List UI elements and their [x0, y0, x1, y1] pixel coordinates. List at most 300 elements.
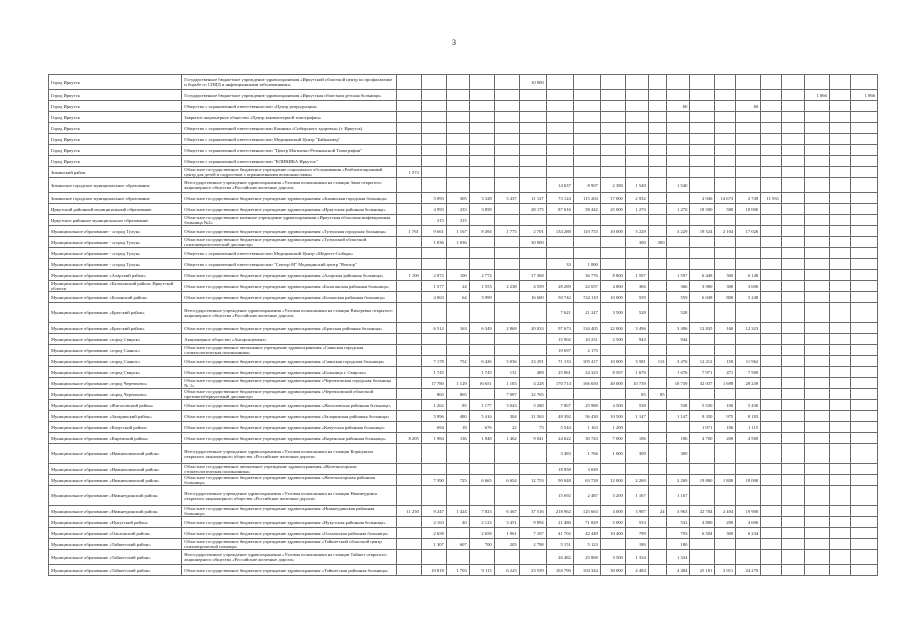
value-cell — [421, 178, 446, 193]
value-cell — [804, 281, 829, 292]
value-cell — [446, 464, 469, 475]
municipality-cell: Город Иркутск — [49, 145, 182, 156]
value-cell — [829, 539, 850, 550]
value-cell: 10 000 — [600, 356, 625, 367]
value-cell — [715, 75, 736, 90]
value-cell: 6 426 — [469, 356, 494, 367]
value-cell — [494, 303, 519, 323]
value-cell — [421, 156, 446, 167]
value-cell: 60 — [667, 101, 690, 112]
municipality-cell: Муниципальное образование - «город Тулун» — [49, 237, 182, 248]
value-cell — [667, 112, 690, 123]
value-cell: 100 — [715, 400, 736, 411]
value-cell — [519, 134, 546, 145]
value-cell — [804, 156, 829, 167]
value-cell — [829, 400, 850, 411]
value-cell — [829, 75, 850, 90]
value-cell — [829, 486, 850, 506]
value-cell — [648, 145, 667, 156]
value-cell: 90 048 — [546, 475, 573, 486]
value-cell — [396, 90, 421, 101]
value-cell — [648, 345, 667, 356]
value-cell — [446, 259, 469, 270]
value-cell — [761, 237, 782, 248]
value-cell: 1 676 — [667, 367, 690, 378]
value-cell: 5 416 — [469, 411, 494, 422]
value-cell: 304 — [494, 411, 519, 422]
value-cell — [715, 389, 736, 400]
value-cell: 7 867 — [546, 400, 573, 411]
institution-cell: Общество с ограниченной ответственностью «Центр репродукции» — [182, 101, 397, 112]
value-cell — [829, 464, 850, 475]
value-cell — [396, 248, 421, 259]
value-cell — [761, 259, 782, 270]
value-cell — [469, 259, 494, 270]
value-cell: 9 041 — [519, 433, 546, 444]
value-cell: 366 — [625, 281, 648, 292]
value-cell — [494, 345, 519, 356]
value-cell — [761, 112, 782, 123]
value-cell: 3 987 — [625, 506, 648, 517]
value-cell: 538 — [667, 400, 690, 411]
value-cell — [446, 486, 469, 506]
value-cell: 63 728 — [573, 475, 600, 486]
value-cell — [573, 134, 600, 145]
institution-cell: Областное государственное бюджетное учреждение здравоохранения «Нукутская районная больница» — [182, 517, 397, 528]
value-cell: 3 451 — [494, 517, 519, 528]
value-cell — [690, 539, 715, 550]
value-cell — [850, 259, 877, 270]
value-cell — [690, 134, 715, 145]
municipality-cell: Муниципальное образование «Качугский район» — [49, 422, 182, 433]
value-cell — [573, 123, 600, 134]
value-cell — [573, 248, 600, 259]
value-cell: 18 858 — [546, 464, 573, 475]
value-cell — [573, 389, 600, 400]
value-cell — [625, 112, 648, 123]
value-cell — [625, 345, 648, 356]
value-cell: 1 597 — [625, 270, 648, 281]
value-cell — [446, 123, 469, 134]
table-row — [49, 345, 878, 356]
value-cell: 480 — [446, 411, 469, 422]
value-cell — [736, 486, 761, 506]
institution-cell: Областное государственное бюджетное учреждение здравоохранения «Черемховский областной противотуберкулезный диспансер» — [182, 389, 397, 400]
value-cell — [519, 178, 546, 193]
value-cell: 22 — [494, 422, 519, 433]
table-row — [49, 517, 878, 528]
value-cell — [519, 550, 546, 565]
value-cell — [804, 475, 829, 486]
value-cell — [396, 292, 421, 303]
value-cell: 366 — [667, 281, 690, 292]
value-cell — [648, 367, 667, 378]
value-cell — [494, 134, 519, 145]
value-cell — [804, 506, 829, 517]
municipality-cell: Муниципальное образование «Заларинский район» — [49, 411, 182, 422]
value-cell — [829, 367, 850, 378]
value-cell — [519, 444, 546, 464]
value-cell: 6 367 — [494, 506, 519, 517]
value-cell — [829, 356, 850, 367]
value-cell: 20 033 — [519, 323, 546, 334]
value-cell: 21 247 — [573, 303, 600, 323]
value-cell: 944 — [625, 334, 648, 345]
value-cell: 14 637 — [546, 178, 573, 193]
value-cell: 58 442 — [573, 204, 600, 215]
value-cell: 1 540 — [625, 178, 648, 193]
value-cell: 3 600 — [736, 281, 761, 292]
institution-cell: Общество с ограниченной ответственностью "Центр Магнитно-Резонансной Томографии" — [182, 145, 397, 156]
value-cell: 1 334 — [667, 550, 690, 565]
value-cell — [850, 193, 877, 204]
value-cell — [625, 145, 648, 156]
value-cell: 33 — [546, 259, 573, 270]
value-cell: 4 000 — [600, 506, 625, 517]
value-cell: 21 480 — [546, 517, 573, 528]
value-cell — [446, 134, 469, 145]
value-cell — [648, 101, 667, 112]
value-cell: 1 848 — [469, 433, 494, 444]
institution-cell: Областное государственное бюджетное учреждение здравоохранения «Жигаловская районная больница» — [182, 400, 397, 411]
value-cell — [421, 486, 446, 506]
value-cell: 7 087 — [494, 389, 519, 400]
value-cell — [715, 178, 736, 193]
value-cell: 170 714 — [546, 378, 573, 389]
value-cell: 309 — [667, 444, 690, 464]
value-cell — [850, 323, 877, 334]
value-cell: 2 658 — [469, 528, 494, 539]
value-cell — [494, 145, 519, 156]
value-cell — [850, 367, 877, 378]
value-cell: 8 183 — [736, 411, 761, 422]
value-cell — [625, 422, 648, 433]
value-cell: 2 772 — [469, 270, 494, 281]
value-cell: 1 577 — [421, 281, 446, 292]
value-cell — [396, 237, 421, 248]
value-cell — [546, 215, 573, 226]
value-cell — [690, 123, 715, 134]
value-cell: 5 896 — [421, 411, 446, 422]
value-cell: 56 430 — [573, 411, 600, 422]
value-cell: 25 000 — [600, 204, 625, 215]
value-cell — [469, 215, 494, 226]
municipality-cell: Муниципальное образование «Нижнеилимский район» — [49, 464, 182, 475]
value-cell: 4 559 — [519, 281, 546, 292]
value-cell — [829, 167, 850, 178]
value-cell — [804, 134, 829, 145]
value-cell — [850, 167, 877, 178]
value-cell — [546, 90, 573, 101]
value-cell — [494, 75, 519, 90]
value-cell — [804, 123, 829, 134]
value-cell — [761, 356, 782, 367]
value-cell — [648, 550, 667, 565]
value-cell — [600, 215, 625, 226]
value-cell — [761, 378, 782, 389]
value-cell — [782, 486, 805, 506]
institution-cell: Областное государственное бюджетное учреждение здравоохранения «Аларская районная больница» — [182, 270, 397, 281]
value-cell: 5 437 — [494, 193, 519, 204]
value-cell: 60 — [736, 101, 761, 112]
value-cell — [850, 270, 877, 281]
institution-cell: Областное государственное бюджетное учреждение здравоохранения «Тайшетский областной центр психиатрической помощи» — [182, 539, 397, 550]
value-cell — [804, 356, 829, 367]
value-cell — [446, 334, 469, 345]
value-cell: 131 — [494, 367, 519, 378]
value-cell — [804, 345, 829, 356]
value-cell — [396, 204, 421, 215]
institution-cell: Областное государственное казенное учреждение здравоохранения «Иркутская областная инфекционная больница №2» — [182, 215, 397, 226]
value-cell: 8 507 — [600, 367, 625, 378]
value-cell — [850, 433, 877, 444]
value-cell: 2 869 — [494, 323, 519, 334]
value-cell — [469, 486, 494, 506]
value-cell — [715, 156, 736, 167]
value-cell — [446, 156, 469, 167]
municipality-cell: Муниципальное образование «Аларский район» — [49, 270, 182, 281]
value-cell: 2 932 — [625, 193, 648, 204]
value-cell: 71 829 — [573, 517, 600, 528]
value-cell — [736, 90, 761, 101]
value-cell: 26 482 — [546, 550, 573, 565]
value-cell — [850, 565, 877, 576]
municipality-cell: Муниципальное образование «Ольхонский район» — [49, 528, 182, 539]
value-cell — [600, 123, 625, 134]
value-cell — [648, 259, 667, 270]
value-cell — [804, 270, 829, 281]
value-cell — [690, 389, 715, 400]
value-cell — [600, 539, 625, 550]
value-cell — [829, 281, 850, 292]
value-cell — [396, 112, 421, 123]
value-cell: 300 — [715, 281, 736, 292]
municipality-cell: Город Иркутск — [49, 90, 182, 101]
value-cell: 180 — [667, 539, 690, 550]
value-cell — [761, 145, 782, 156]
value-cell — [519, 303, 546, 323]
municipality-cell: Муниципальное образование «Тайшетский район» — [49, 539, 182, 550]
value-cell: 30 000 — [600, 565, 625, 576]
value-cell — [782, 167, 805, 178]
value-cell — [396, 528, 421, 539]
value-cell — [648, 433, 667, 444]
value-cell — [761, 464, 782, 475]
value-cell — [648, 422, 667, 433]
value-cell — [804, 378, 829, 389]
value-cell — [519, 345, 546, 356]
value-cell — [850, 75, 877, 90]
value-cell: 1 761 — [396, 226, 421, 237]
value-cell — [546, 237, 573, 248]
value-cell — [782, 292, 805, 303]
value-cell — [625, 156, 648, 167]
value-cell: 700 — [469, 539, 494, 550]
value-cell — [690, 237, 715, 248]
value-cell — [600, 345, 625, 356]
value-cell — [804, 486, 829, 506]
value-cell — [782, 101, 805, 112]
value-cell — [648, 411, 667, 422]
value-cell — [761, 123, 782, 134]
value-cell: 528 — [667, 303, 690, 323]
value-cell — [761, 292, 782, 303]
value-cell: 71 133 — [546, 356, 573, 367]
value-cell: 3 496 — [667, 323, 690, 334]
value-cell — [648, 281, 667, 292]
value-cell — [761, 303, 782, 323]
value-cell — [396, 145, 421, 156]
value-cell: 23 291 — [519, 356, 546, 367]
value-cell: 5 280 — [519, 400, 546, 411]
value-cell — [446, 145, 469, 156]
value-cell — [494, 156, 519, 167]
value-cell: 1 597 — [667, 270, 690, 281]
value-cell — [829, 226, 850, 237]
value-cell — [494, 167, 519, 178]
value-cell: 12 835 — [690, 323, 715, 334]
municipality-cell: Муниципальное образование «город Свирск» — [49, 367, 182, 378]
value-cell — [519, 145, 546, 156]
value-cell — [396, 215, 421, 226]
value-cell: 5 530 — [690, 400, 715, 411]
value-cell — [829, 178, 850, 193]
value-cell — [421, 550, 446, 565]
value-cell — [573, 101, 600, 112]
value-cell — [421, 444, 446, 464]
value-cell — [829, 444, 850, 464]
value-cell — [648, 323, 667, 334]
value-cell — [396, 101, 421, 112]
value-cell — [804, 528, 829, 539]
institution-cell: Негосударственное учреждение здравоохранения «Узловая поликлиника на станции Вихоревка открытого акционерного общества «Российские железные дороги» — [182, 303, 397, 323]
value-cell — [446, 112, 469, 123]
value-cell — [494, 123, 519, 134]
value-cell — [736, 334, 761, 345]
value-cell — [519, 248, 546, 259]
value-cell — [573, 112, 600, 123]
value-cell — [396, 411, 421, 422]
value-cell: 10 818 — [421, 565, 446, 576]
value-cell: 200 — [715, 517, 736, 528]
value-cell: 1 167 — [667, 486, 690, 506]
value-cell — [573, 215, 600, 226]
value-cell: 6 512 — [421, 323, 446, 334]
municipality-cell: Город Иркутск — [49, 123, 182, 134]
value-cell — [829, 565, 850, 576]
value-cell — [829, 145, 850, 156]
value-cell — [715, 123, 736, 134]
value-cell — [494, 178, 519, 193]
value-cell: 2 123 — [469, 517, 494, 528]
municipality-cell: Муниципальное образование «Жигаловский район» — [49, 400, 182, 411]
table-row — [49, 90, 878, 101]
value-cell — [396, 517, 421, 528]
value-cell — [761, 367, 782, 378]
institution-cell: Областное государственное бюджетное учреждение социального обслуживания «Реабилитационный центр для детей и подростков с ограниченными возможностями» — [182, 167, 397, 178]
value-cell: 1 000 — [600, 444, 625, 464]
value-cell — [715, 539, 736, 550]
value-cell — [469, 345, 494, 356]
value-cell — [736, 167, 761, 178]
value-cell — [829, 292, 850, 303]
value-cell — [600, 156, 625, 167]
value-cell — [494, 259, 519, 270]
value-cell — [782, 517, 805, 528]
value-cell: 6 448 — [690, 270, 715, 281]
value-cell: 2 380 — [600, 178, 625, 193]
value-cell — [494, 334, 519, 345]
value-cell: 1 307 — [421, 539, 446, 550]
value-cell: 22 000 — [600, 323, 625, 334]
value-cell: 3 476 — [667, 356, 690, 367]
value-cell — [446, 444, 469, 464]
value-cell — [421, 101, 446, 112]
value-cell — [519, 167, 546, 178]
value-cell — [782, 411, 805, 422]
value-cell — [736, 389, 761, 400]
value-cell — [519, 156, 546, 167]
value-cell — [850, 334, 877, 345]
value-cell — [546, 134, 573, 145]
value-cell — [600, 75, 625, 90]
value-cell — [667, 167, 690, 178]
value-cell — [804, 550, 829, 565]
value-cell: 50 742 — [546, 292, 573, 303]
value-cell: 85 — [648, 389, 667, 400]
value-cell: 64 — [446, 292, 469, 303]
value-cell: 166 650 — [573, 378, 600, 389]
value-cell — [782, 75, 805, 90]
value-cell — [804, 517, 829, 528]
value-cell: 8 800 — [600, 270, 625, 281]
value-cell: 1 984 — [421, 433, 446, 444]
value-cell — [715, 550, 736, 565]
value-cell — [782, 156, 805, 167]
value-cell: 14 673 — [715, 193, 736, 204]
table-row — [49, 248, 878, 259]
value-cell — [648, 215, 667, 226]
value-cell: 1 462 — [494, 433, 519, 444]
value-cell — [850, 237, 877, 248]
value-cell — [761, 178, 782, 193]
table-row — [49, 486, 878, 506]
institution-cell: Закрытое акционерное общество «Центр компьютерной томографии» — [182, 112, 397, 123]
value-cell: 6 665 — [469, 475, 494, 486]
value-cell — [761, 334, 782, 345]
value-cell — [421, 75, 446, 90]
value-cell: 19 900 — [736, 506, 761, 517]
value-cell: 2 798 — [519, 539, 546, 550]
value-cell — [667, 389, 690, 400]
value-cell: 24 — [648, 506, 667, 517]
value-cell: 6 234 — [736, 528, 761, 539]
value-cell: 200 — [715, 433, 736, 444]
value-cell: 186 — [625, 433, 648, 444]
value-cell — [546, 101, 573, 112]
value-cell: 4 993 — [421, 204, 446, 215]
value-cell — [469, 156, 494, 167]
value-cell: 75 — [519, 422, 546, 433]
value-cell — [829, 101, 850, 112]
value-cell: 10 400 — [600, 528, 625, 539]
value-cell — [829, 248, 850, 259]
value-cell — [446, 90, 469, 101]
value-cell: 17 368 — [519, 270, 546, 281]
value-cell — [736, 215, 761, 226]
value-cell — [736, 123, 761, 134]
value-cell — [648, 167, 667, 178]
